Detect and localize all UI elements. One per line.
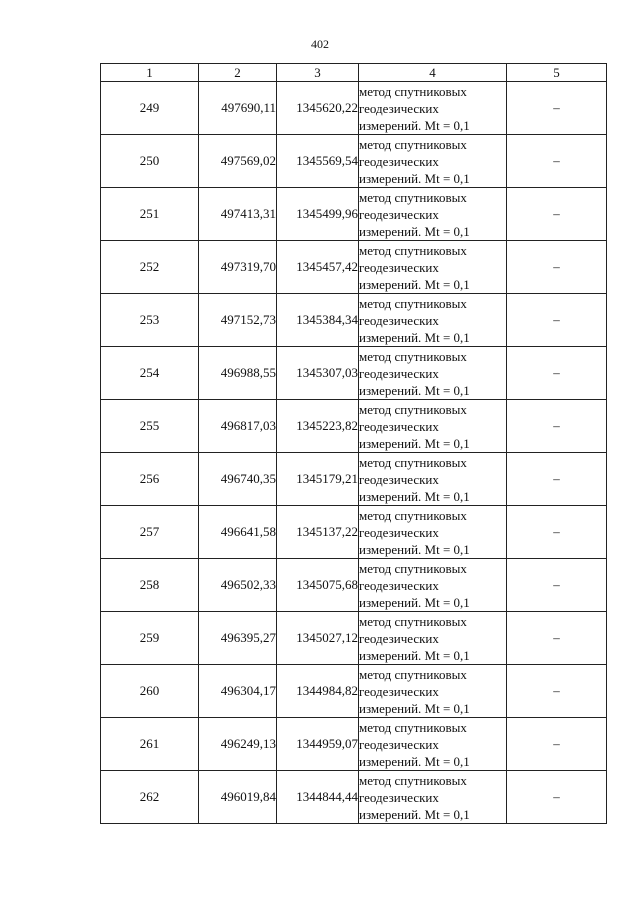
method-cell (359, 453, 507, 506)
y-coordinate-cell: 1345075,68 (277, 559, 359, 612)
note-cell: – (507, 559, 607, 612)
point-number-cell: 260 (101, 665, 199, 718)
column-header-1: 1 (101, 64, 199, 82)
method-line: метод спутниковых (359, 189, 467, 205)
method-line: метод спутниковых (359, 136, 467, 152)
note-cell: – (507, 188, 607, 241)
table-row (101, 559, 607, 612)
method-line: геодезических (359, 365, 439, 381)
method-line: метод спутниковых (359, 348, 467, 364)
method-line: геодезических (359, 789, 439, 805)
point-number-cell: 252 (101, 241, 199, 294)
method-cell (359, 718, 507, 771)
method-line: измерений. Mt = 0,1 (359, 329, 470, 345)
method-line: метод спутниковых (359, 295, 467, 311)
y-coordinate-cell: 1345179,21 (277, 453, 359, 506)
note-cell: – (507, 82, 607, 135)
table-body (101, 82, 607, 824)
x-coordinate-cell: 496817,03 (199, 400, 277, 453)
table-row (101, 347, 607, 400)
method-line: геодезических (359, 577, 439, 593)
table-row (101, 241, 607, 294)
table-row (101, 135, 607, 188)
point-number-cell: 254 (101, 347, 199, 400)
table-row (101, 506, 607, 559)
table-row (101, 294, 607, 347)
method-line: измерений. Mt = 0,1 (359, 117, 470, 133)
method-cell (359, 135, 507, 188)
column-header-3: 3 (277, 64, 359, 82)
x-coordinate-cell: 496395,27 (199, 612, 277, 665)
method-cell (359, 294, 507, 347)
note-cell: – (507, 294, 607, 347)
method-line: геодезических (359, 630, 439, 646)
point-number-cell: 251 (101, 188, 199, 241)
method-line: геодезических (359, 418, 439, 434)
method-cell (359, 347, 507, 400)
column-header-2: 2 (199, 64, 277, 82)
table-row (101, 718, 607, 771)
method-cell (359, 241, 507, 294)
method-line: измерений. Mt = 0,1 (359, 594, 470, 610)
method-line: метод спутниковых (359, 507, 467, 523)
point-number-cell: 253 (101, 294, 199, 347)
y-coordinate-cell: 1345307,03 (277, 347, 359, 400)
point-number-cell: 259 (101, 612, 199, 665)
y-coordinate-cell: 1344844,44 (277, 771, 359, 824)
point-number-cell: 257 (101, 506, 199, 559)
method-line: метод спутниковых (359, 401, 467, 417)
method-line: метод спутниковых (359, 772, 467, 788)
column-header-5: 5 (507, 64, 607, 82)
method-line: геодезических (359, 153, 439, 169)
method-line: геодезических (359, 206, 439, 222)
note-cell: – (507, 241, 607, 294)
method-line: метод спутниковых (359, 666, 467, 682)
y-coordinate-cell: 1344959,07 (277, 718, 359, 771)
x-coordinate-cell: 496249,13 (199, 718, 277, 771)
note-cell: – (507, 453, 607, 506)
method-line: измерений. Mt = 0,1 (359, 541, 470, 557)
method-cell (359, 612, 507, 665)
x-coordinate-cell: 496304,17 (199, 665, 277, 718)
method-line: измерений. Mt = 0,1 (359, 223, 470, 239)
x-coordinate-cell: 496641,58 (199, 506, 277, 559)
method-cell (359, 771, 507, 824)
method-line: геодезических (359, 736, 439, 752)
point-number-cell: 255 (101, 400, 199, 453)
method-line: метод спутниковых (359, 560, 467, 576)
method-line: измерений. Mt = 0,1 (359, 753, 470, 769)
y-coordinate-cell: 1345137,22 (277, 506, 359, 559)
method-line: измерений. Mt = 0,1 (359, 647, 470, 663)
x-coordinate-cell: 496502,33 (199, 559, 277, 612)
table-row (101, 453, 607, 506)
method-line: метод спутниковых (359, 719, 467, 735)
point-number-cell: 249 (101, 82, 199, 135)
column-header-4: 4 (359, 64, 507, 82)
x-coordinate-cell: 497569,02 (199, 135, 277, 188)
method-line: метод спутниковых (359, 242, 467, 258)
method-line: геодезических (359, 259, 439, 275)
x-coordinate-cell: 496019,84 (199, 771, 277, 824)
point-number-cell: 256 (101, 453, 199, 506)
note-cell: – (507, 135, 607, 188)
method-line: метод спутниковых (359, 613, 467, 629)
method-line: измерений. Mt = 0,1 (359, 276, 470, 292)
method-line: измерений. Mt = 0,1 (359, 488, 470, 504)
x-coordinate-cell: 497319,70 (199, 241, 277, 294)
x-coordinate-cell: 497413,31 (199, 188, 277, 241)
table-row (101, 82, 607, 135)
method-line: метод спутниковых (359, 83, 467, 99)
note-cell: – (507, 612, 607, 665)
table-row (101, 665, 607, 718)
method-line: измерений. Mt = 0,1 (359, 435, 470, 451)
page-number: 402 (311, 37, 329, 51)
y-coordinate-cell: 1345027,12 (277, 612, 359, 665)
method-cell (359, 559, 507, 612)
table-row (101, 400, 607, 453)
method-line: геодезических (359, 100, 439, 116)
method-cell (359, 665, 507, 718)
coordinates-table (100, 63, 607, 824)
method-line: геодезических (359, 683, 439, 699)
method-line: геодезических (359, 471, 439, 487)
note-cell: – (507, 771, 607, 824)
y-coordinate-cell: 1345384,34 (277, 294, 359, 347)
point-number-cell: 250 (101, 135, 199, 188)
method-cell (359, 82, 507, 135)
point-number-cell: 261 (101, 718, 199, 771)
note-cell: – (507, 400, 607, 453)
method-line: геодезических (359, 312, 439, 328)
table-row (101, 771, 607, 824)
method-line: метод спутниковых (359, 454, 467, 470)
method-line: измерений. Mt = 0,1 (359, 170, 470, 186)
x-coordinate-cell: 497152,73 (199, 294, 277, 347)
y-coordinate-cell: 1345620,22 (277, 82, 359, 135)
x-coordinate-cell: 497690,11 (199, 82, 277, 135)
table-header-row (101, 64, 607, 82)
note-cell: – (507, 506, 607, 559)
point-number-cell: 258 (101, 559, 199, 612)
method-cell (359, 506, 507, 559)
table-row (101, 612, 607, 665)
table-row (101, 188, 607, 241)
x-coordinate-cell: 496740,35 (199, 453, 277, 506)
y-coordinate-cell: 1345569,54 (277, 135, 359, 188)
y-coordinate-cell: 1345499,96 (277, 188, 359, 241)
method-line: измерений. Mt = 0,1 (359, 806, 470, 822)
y-coordinate-cell: 1345223,82 (277, 400, 359, 453)
method-line: измерений. Mt = 0,1 (359, 700, 470, 716)
note-cell: – (507, 665, 607, 718)
method-line: измерений. Mt = 0,1 (359, 382, 470, 398)
y-coordinate-cell: 1345457,42 (277, 241, 359, 294)
note-cell: – (507, 347, 607, 400)
x-coordinate-cell: 496988,55 (199, 347, 277, 400)
method-line: геодезических (359, 524, 439, 540)
point-number-cell: 262 (101, 771, 199, 824)
method-cell (359, 188, 507, 241)
note-cell: – (507, 718, 607, 771)
y-coordinate-cell: 1344984,82 (277, 665, 359, 718)
method-cell (359, 400, 507, 453)
